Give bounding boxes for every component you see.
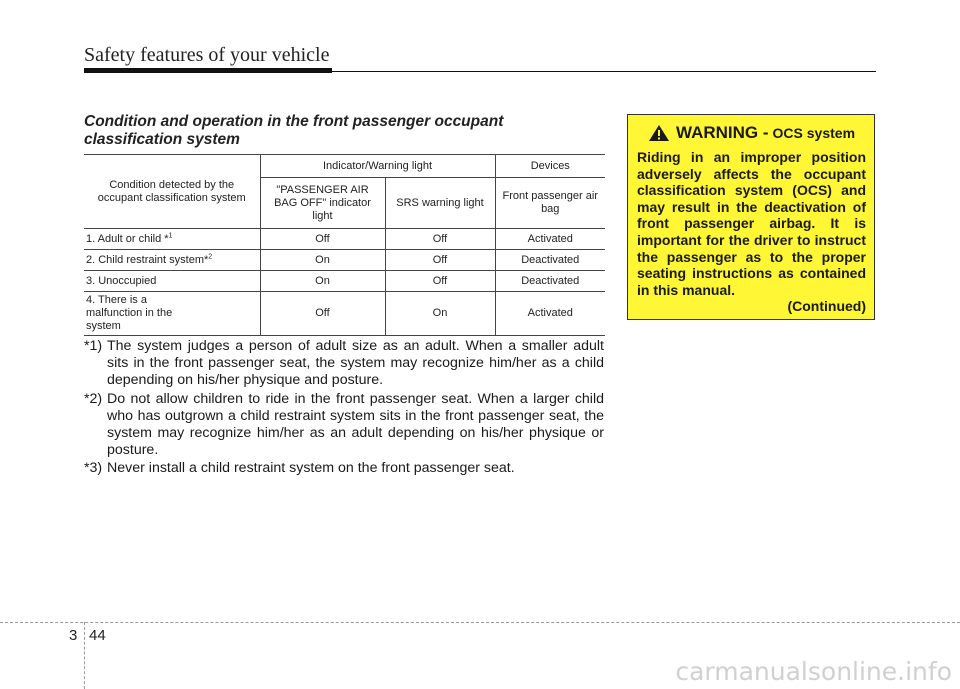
- row-pab-off: Off: [260, 292, 385, 336]
- footnotes: [84, 338, 604, 479]
- row-srs: Off: [385, 229, 495, 250]
- footer-divider: [84, 622, 85, 689]
- th-pab-off: "PASSENGER AIR BAG OFF" indicator light: [260, 178, 385, 229]
- table-row: [84, 250, 605, 271]
- th-indicator-group: Indicator/Warning light: [260, 155, 495, 178]
- table-row: [84, 292, 605, 336]
- row-condition: 2. Child restraint system*$^2$: [84, 250, 260, 271]
- warning-box: [627, 114, 875, 320]
- footnote-2: *2) Do not allow children to ride in the front passenger seat. When a larger child who has outgrown a child restraint system sits in the front passenger seat, the system may recognize him/her as an adult depending on his/her physique or posture.: [84, 390, 604, 459]
- header-title: Safety features of your vehicle: [84, 44, 330, 66]
- table-header-row-1: [84, 155, 605, 178]
- row-pab-off: On: [260, 250, 385, 271]
- table-row: [84, 271, 605, 292]
- footer-rule: [0, 622, 960, 623]
- row-condition: 4. There is a malfunction in the system: [84, 292, 260, 336]
- ocs-condition-table: [84, 154, 605, 336]
- row-srs: On: [385, 292, 495, 336]
- header-rule-thin: [332, 71, 876, 72]
- warning-header: [637, 123, 866, 143]
- row-airbag: Activated: [495, 229, 605, 250]
- section-title: Condition and operation in the front passenger occupant classification system: [84, 113, 504, 148]
- header-rule-thick: [84, 68, 332, 73]
- row-condition: 1. Adult or child *$^1$: [84, 229, 260, 250]
- row-airbag: Deactivated: [495, 250, 605, 271]
- warning-body: Riding in an improper position adversely affects the occupant classification system (OCS) and may result in the deactivation of front passenger airbag. It is important for the driver to instruct the passenger as to the proper seating instructions as contained in this manual.: [637, 149, 866, 298]
- row-srs: Off: [385, 250, 495, 271]
- row-condition: 3. Unoccupied: [84, 271, 260, 292]
- warning-subject: OCS system: [772, 125, 856, 141]
- footnote-1: *1) The system judges a person of adult size as an adult. When a smaller adult sits in the front passenger seat, the system may recognize him/her as a child depending on his/her physique and posture.: [84, 338, 604, 389]
- th-condition: Condition detected by the occupant classification system: [84, 155, 260, 229]
- warning-word: WARNING -: [675, 123, 769, 142]
- footnote-3: *3) Never install a child restraint system on the front passenger seat.: [84, 460, 515, 477]
- row-airbag: Deactivated: [495, 271, 605, 292]
- th-srs: SRS warning light: [385, 178, 495, 229]
- th-devices-group: Devices: [495, 155, 605, 178]
- chapter-number: 3: [69, 627, 78, 644]
- row-airbag: Activated: [495, 292, 605, 336]
- warning-continued: (Continued): [787, 298, 866, 315]
- th-airbag: Front passenger air bag: [495, 178, 605, 229]
- warning-triangle-icon: [648, 124, 670, 142]
- row-srs: Off: [385, 271, 495, 292]
- watermark: carmanualsonline.info: [675, 657, 952, 686]
- row-pab-off: Off: [260, 229, 385, 250]
- row-pab-off: On: [260, 271, 385, 292]
- page-number: 44: [89, 627, 106, 644]
- table-row: [84, 229, 605, 250]
